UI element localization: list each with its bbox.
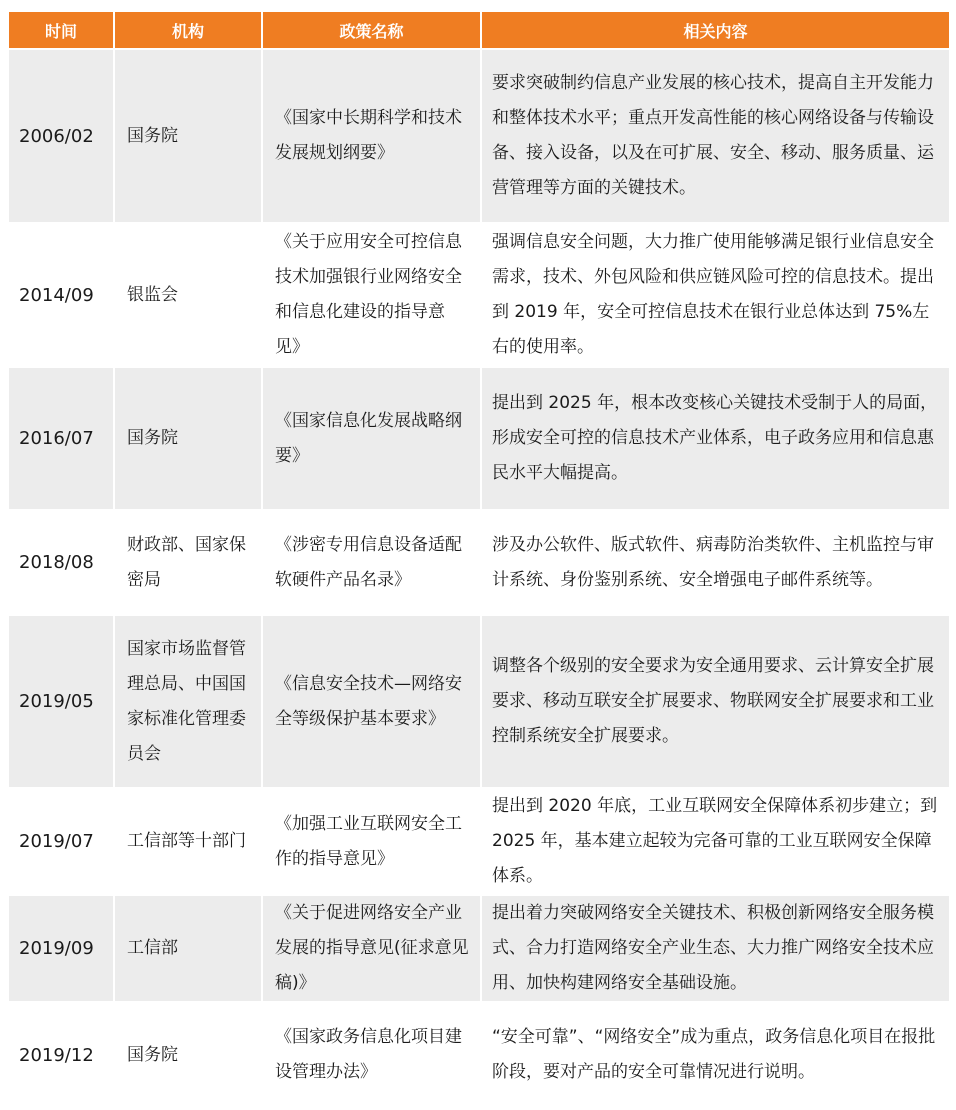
table-header-row: [9, 12, 949, 48]
cell-date: 2006/02: [9, 50, 113, 222]
table-row: [9, 50, 949, 222]
header-content: 相关内容: [482, 12, 949, 48]
cell-content: 提出到 2020 年底，工业互联网安全保障体系初步建立；到 2025 年，基本建立起较为完备可靠的工业互联网安全保障体系。: [482, 789, 949, 894]
cell-policy: 《国家信息化发展战略纲要》: [263, 368, 480, 509]
cell-content: 提出着力突破网络安全关键技术、积极创新网络安全服务模式、合力打造网络安全产业生态、大力推广网络安全技术应用、加快构建网络安全基础设施。: [482, 896, 949, 1001]
cell-org: 国务院: [115, 1003, 261, 1107]
table-row: [9, 511, 949, 614]
cell-org: 工信部等十部门: [115, 789, 261, 894]
table-row: [9, 896, 949, 1001]
cell-policy: 《涉密专用信息设备适配软硬件产品名录》: [263, 511, 480, 614]
cell-content: 涉及办公软件、版式软件、病毒防治类软件、主机监控与审计系统、身份鉴别系统、安全增强电子邮件系统等。: [482, 511, 949, 614]
cell-policy: 《国家中长期科学和技术发展规划纲要》: [263, 50, 480, 222]
cell-org: 银监会: [115, 224, 261, 366]
cell-policy: 《关于促进网络安全产业发展的指导意见(征求意见稿)》: [263, 896, 480, 1001]
header-org: 机构: [115, 12, 261, 48]
table-row: [9, 368, 949, 509]
cell-date: 2014/09: [9, 224, 113, 366]
cell-org: 国务院: [115, 50, 261, 222]
table-row: [9, 789, 949, 894]
cell-org: 国家市场监督管理总局、中国国家标准化管理委员会: [115, 616, 261, 787]
cell-org: 财政部、国家保密局: [115, 511, 261, 614]
cell-date: 2019/12: [9, 1003, 113, 1107]
policy-table: [7, 10, 951, 1109]
cell-date: 2019/09: [9, 896, 113, 1001]
cell-content: 提出到 2025 年，根本改变核心关键技术受制于人的局面，形成安全可控的信息技术产业体系，电子政务应用和信息惠民水平大幅提高。: [482, 368, 949, 509]
cell-date: 2019/07: [9, 789, 113, 894]
header-time: 时间: [9, 12, 113, 48]
cell-policy: 《信息安全技术—网络安全等级保护基本要求》: [263, 616, 480, 787]
cell-date: 2016/07: [9, 368, 113, 509]
cell-org: 国务院: [115, 368, 261, 509]
table-row: [9, 1003, 949, 1107]
cell-content: “安全可靠”、“网络安全”成为重点，政务信息化项目在报批阶段，要对产品的安全可靠情况进行说明。: [482, 1003, 949, 1107]
table-row: [9, 224, 949, 366]
cell-policy: 《国家政务信息化项目建设管理办法》: [263, 1003, 480, 1107]
cell-content: 强调信息安全问题，大力推广使用能够满足银行业信息安全需求，技术、外包风险和供应链风险可控的信息技术。提出到 2019 年，安全可控信息技术在银行业总体达到 75%左右的使用率。: [482, 224, 949, 366]
cell-content: 调整各个级别的安全要求为安全通用要求、云计算安全扩展要求、移动互联安全扩展要求、物联网安全扩展要求和工业控制系统安全扩展要求。: [482, 616, 949, 787]
cell-date: 2018/08: [9, 511, 113, 614]
cell-org: 工信部: [115, 896, 261, 1001]
cell-policy: 《加强工业互联网安全工作的指导意见》: [263, 789, 480, 894]
table-row: [9, 616, 949, 787]
cell-content: 要求突破制约信息产业发展的核心技术，提高自主开发能力和整体技术水平；重点开发高性能的核心网络设备与传输设备、接入设备，以及在可扩展、安全、移动、服务质量、运营管理等方面的关键技术。: [482, 50, 949, 222]
cell-policy: 《关于应用安全可控信息技术加强银行业网络安全和信息化建设的指导意见》: [263, 224, 480, 366]
header-policy: 政策名称: [263, 12, 480, 48]
cell-date: 2019/05: [9, 616, 113, 787]
